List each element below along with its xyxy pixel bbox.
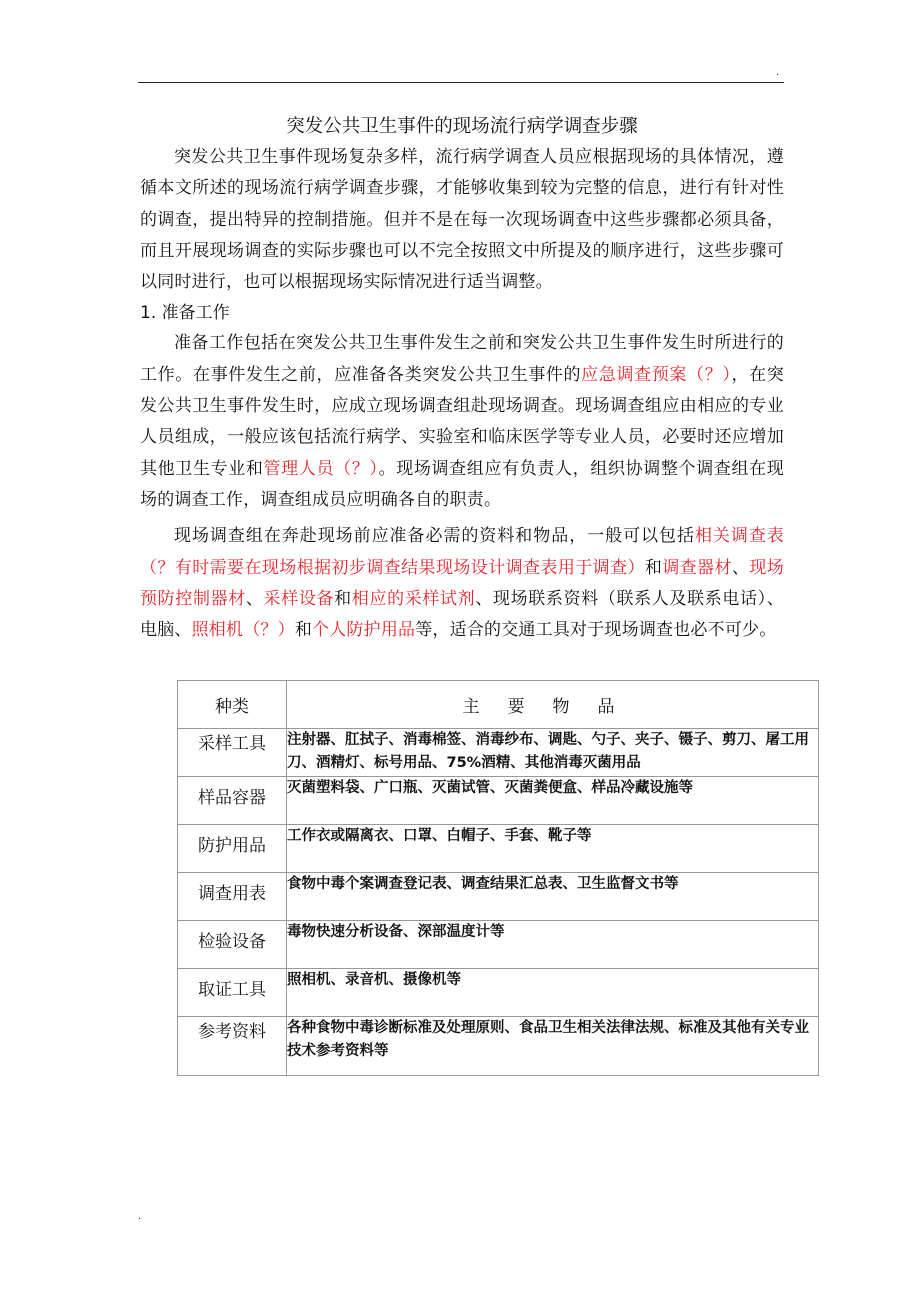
- row-kind: [178, 921, 287, 969]
- row-kind: [178, 777, 287, 825]
- table-row: [178, 873, 819, 921]
- text-run: 、现场联系资料（联系人及联系电话）、电脑、: [140, 588, 785, 641]
- supplies-table: [177, 680, 819, 1076]
- preparation-paragraph: [140, 328, 784, 516]
- sampling-equipment-highlight: 采样设备: [263, 588, 335, 609]
- intro-paragraph: 突发公共卫生事件现场复杂多样，流行病学调查人员应根据现场的具体情况，遵循本文所述的现场流行病学调查步骤，才能够收集到较为完整的信息，进行有针对性的调查，提出特异的控制措施。但并不是在每一次现场调查中这些步骤都必须具备，而且开展现场调查的实际步骤也可以不完全按照文中所提及的顺序进行，这些步骤可以同时进行，也可以根据现场实际情况进行适当调整。: [140, 147, 784, 293]
- footer-mark: .: [138, 1211, 142, 1222]
- row-items: 照相机、录音机、摄像机等: [287, 969, 819, 1017]
- table-row: [178, 777, 819, 825]
- header-items: 主要物品: [287, 681, 819, 729]
- text-run: 和: [334, 588, 352, 609]
- document-body: [140, 112, 784, 646]
- text-run: 、: [245, 588, 264, 609]
- row-kind: [178, 969, 287, 1017]
- row-items: 食物中毒个案调查登记表、调查结果汇总表、卫生监督文书等: [287, 873, 819, 921]
- row-kind-text: 取证工具: [198, 980, 266, 1000]
- document-title: 突发公共卫生事件的现场流行病学调查步骤: [286, 116, 638, 137]
- text-run: 现场调查组在奔赴现场前应准备必需的资料和物品，一般可以包括: [174, 526, 695, 547]
- emergency-plan-highlight: 应急调查预案（？）: [581, 364, 732, 385]
- row-kind-text: 样品容器: [198, 788, 266, 808]
- control-equipment-highlight: 现场预防控制器材: [140, 557, 784, 609]
- header-rule: [138, 82, 784, 83]
- protective-gear-highlight: 个人防护用品: [312, 620, 416, 641]
- row-kind-text: 调查用表: [198, 884, 266, 904]
- materials-paragraph: [140, 521, 784, 646]
- text-run: 、: [731, 557, 750, 578]
- text-run: 准备工作包括在突发公共卫生事件发生之前和突发公共卫生事件发生时所进行的工作。在事件发生之前，应准备各类突发公共卫生事件的: [140, 333, 784, 385]
- section-heading: 1. 准备工作: [140, 303, 230, 324]
- row-items: [287, 729, 819, 777]
- survey-form-highlight: 相关调查表（？有时需要在现场根据初步调查结果现场设计调查表用于调查）: [140, 526, 784, 578]
- camera-highlight: 照相机（？）: [191, 620, 295, 641]
- row-items: 灭菌塑料袋、广口瓶、灭菌试管、灭菌粪便盒、样品冷藏设施等: [287, 777, 819, 825]
- table-row: [178, 825, 819, 873]
- row-kind: 采样工具: [178, 729, 287, 777]
- row-kind: 参考资料: [178, 1017, 287, 1076]
- text-run: 等，适合的交通工具对于现场调查也必不可少。: [415, 620, 777, 641]
- row-kind-text: 检验设备: [198, 932, 266, 952]
- text-run: 。现场调查组应有负责人，组织协调整个调查组在现场的调查工作，调查组成员应明确各自的职责。: [140, 458, 784, 510]
- table-row: [178, 1017, 819, 1076]
- text-run: 和: [644, 557, 663, 578]
- table-row: [178, 729, 819, 777]
- table-row: [178, 921, 819, 969]
- row-kind: [178, 825, 287, 873]
- header-mark: .: [776, 67, 780, 78]
- header-kind: 种类: [178, 681, 287, 729]
- sampling-reagent-highlight: 相应的采样试剂: [351, 588, 476, 609]
- table-row: [178, 969, 819, 1017]
- table-header-row: [178, 681, 819, 729]
- text-run: 和: [294, 620, 313, 641]
- row-kind: [178, 873, 287, 921]
- row-items-text: 注射器、肛拭子、消毒棉签、消毒纱布、调匙、勺子、夹子、镊子、剪刀、屠工用刀、酒精灯、标号用品、75%酒精、其他消毒灭菌用品: [287, 732, 809, 771]
- row-items: 各种食物中毒诊断标准及处理原则、食品卫生相关法律法规、标准及其他有关专业技术参考资料等: [287, 1017, 819, 1076]
- row-items: 工作衣或隔离衣、口罩、白帽子、手套、靴子等: [287, 825, 819, 873]
- management-staff-highlight: 管理人员（？）: [263, 458, 379, 479]
- text-run: ，在突发公共卫生事件发生时，应成立现场调查组赴现场调查。现场调查组应由相应的专业人员组成，一般应该包括流行病学、实验室和临床医学等专业人员，必要时还应增加其他卫生专业和: [140, 364, 784, 479]
- row-items: 毒物快速分析设备、深部温度计等: [287, 921, 819, 969]
- survey-equipment-highlight: 调查器材: [662, 557, 732, 578]
- row-kind-text: 防护用品: [198, 836, 266, 856]
